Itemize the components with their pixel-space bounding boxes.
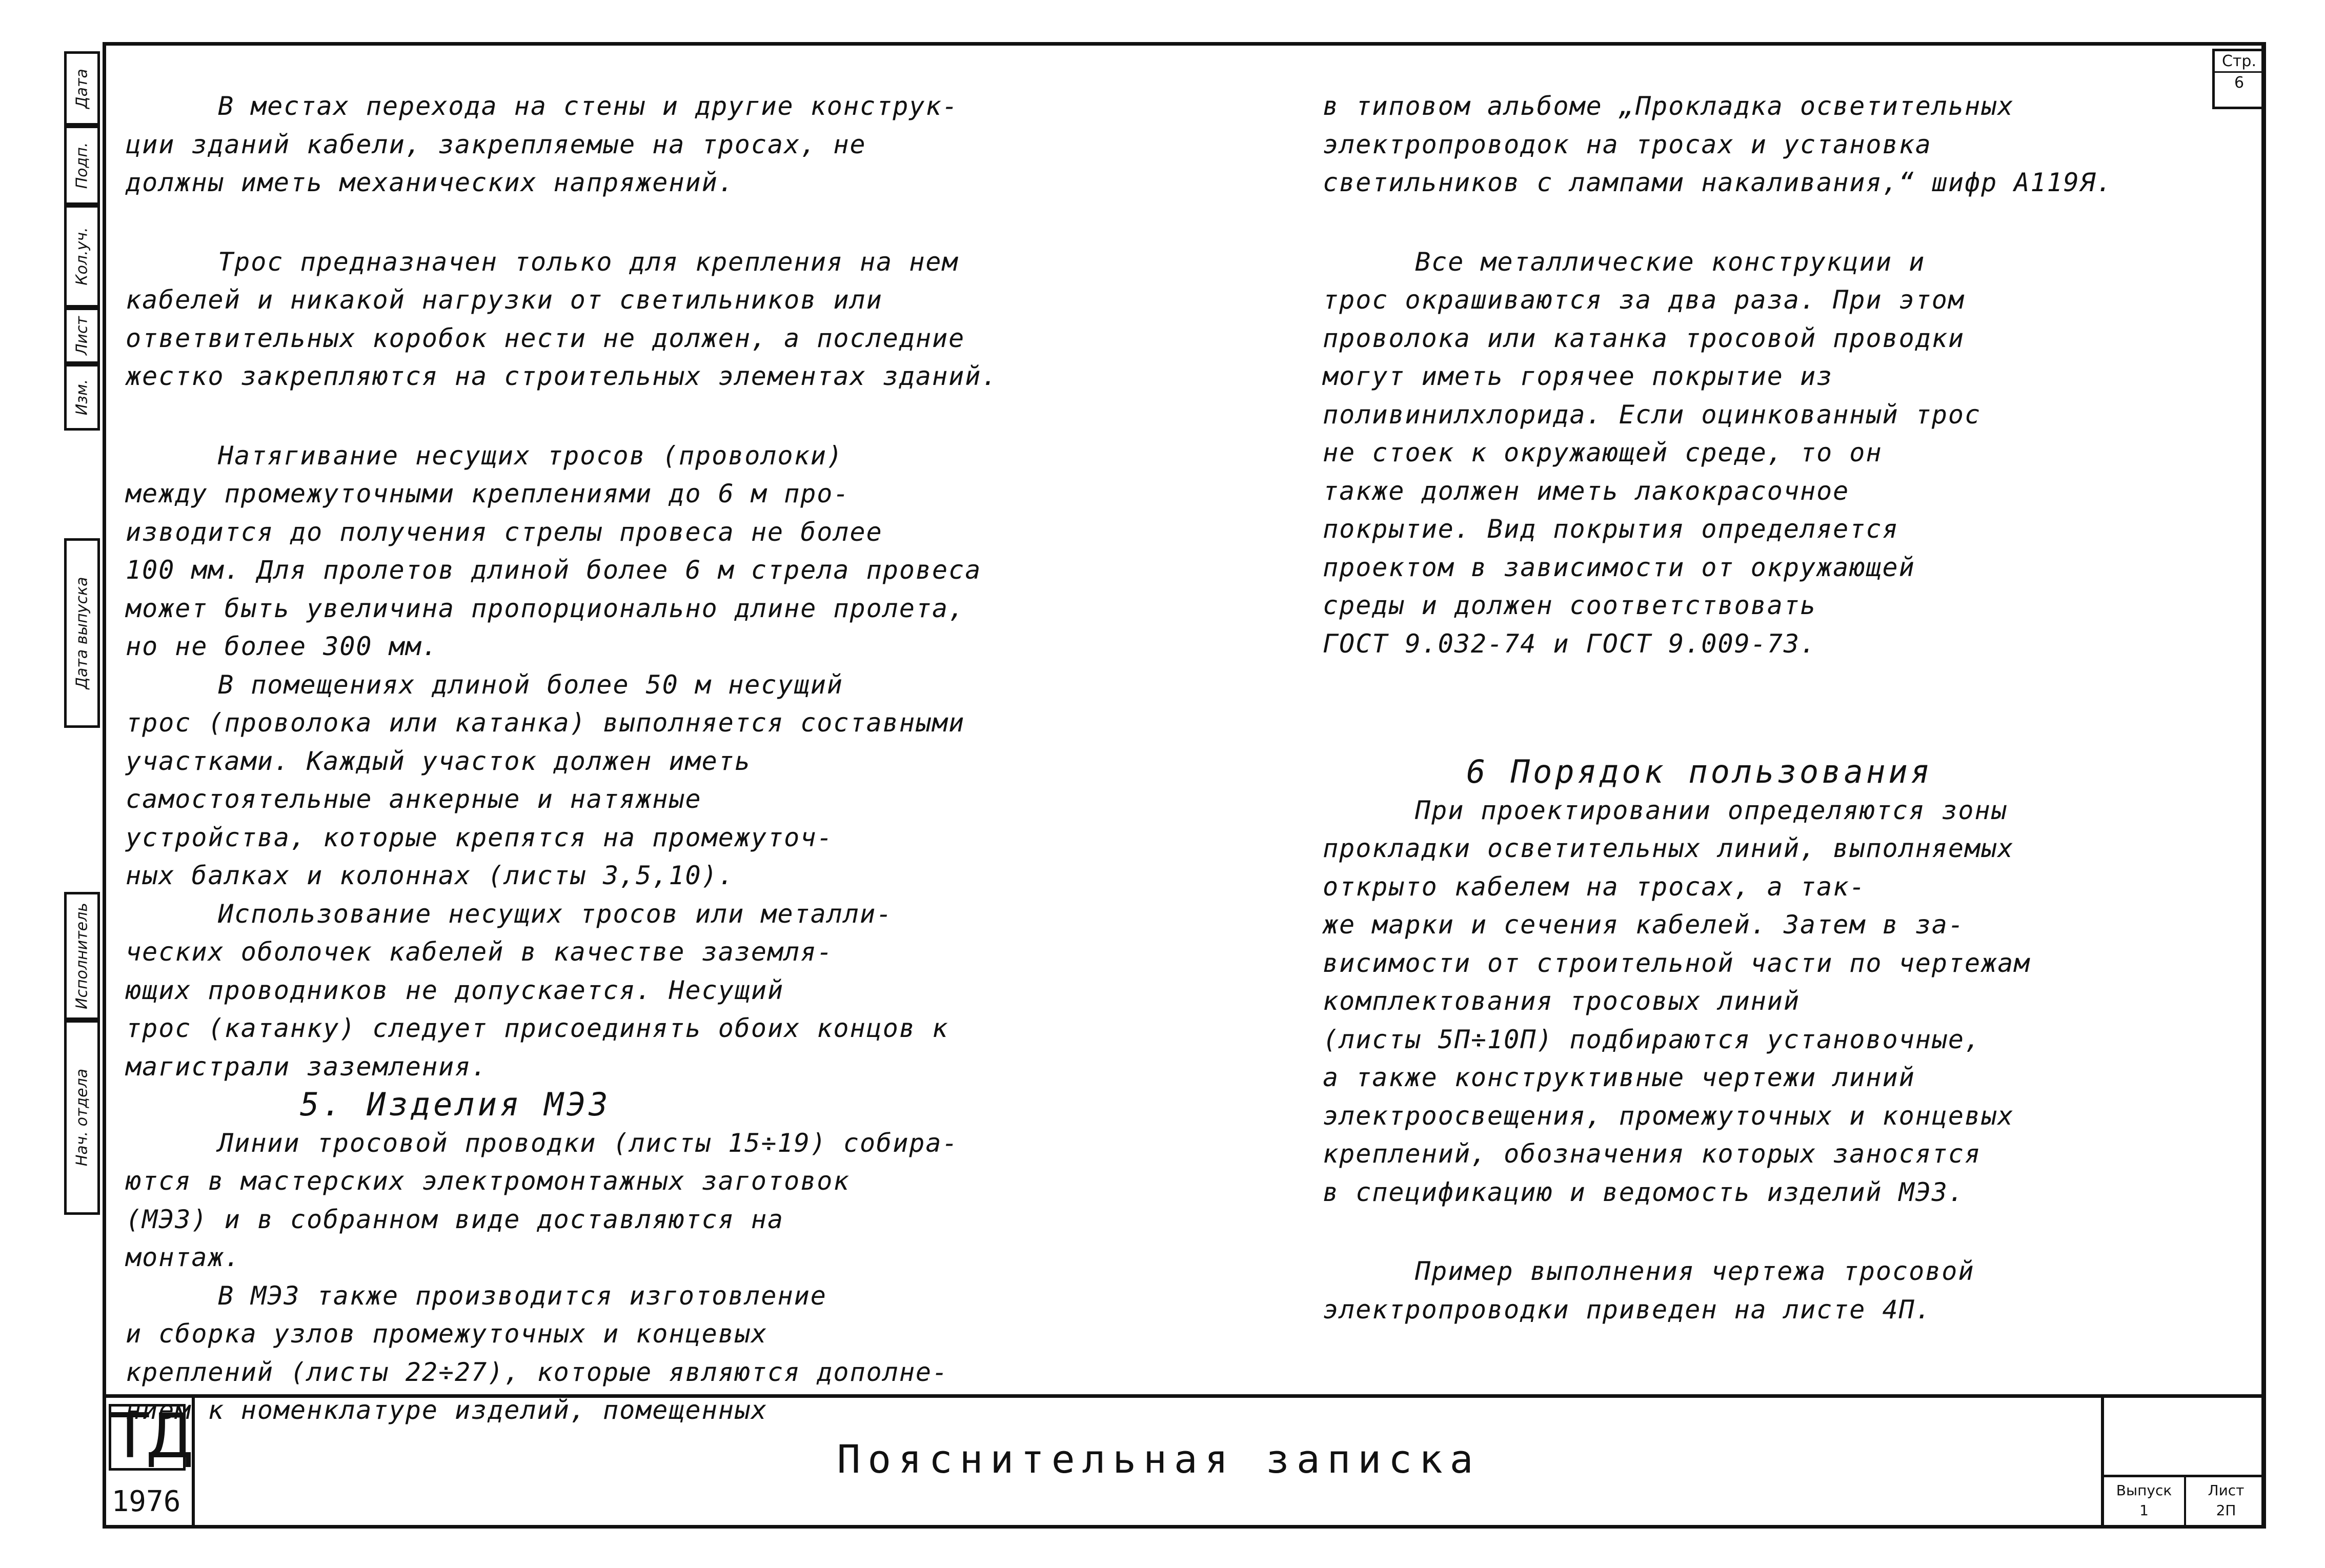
text-line: магистрали заземления. xyxy=(126,1051,488,1082)
text-line: самостоятельные анкерные и натяжные xyxy=(126,784,702,814)
side-stamp-performer: Исполнитель xyxy=(64,892,100,1020)
text-line: креплений, обозначения которых заносятся xyxy=(1323,1139,1982,1169)
text-line: электропроводки приведен на листе 4П. xyxy=(1323,1294,1932,1325)
side-stamp-issue-date: Дата выпуска xyxy=(64,538,100,728)
text-line: Все металлические конструкции и xyxy=(1415,247,1926,277)
right-column xyxy=(1323,87,2235,1329)
sheet-info-row xyxy=(2104,1475,2266,1529)
side-stamp xyxy=(64,51,103,1215)
text-line: Линии тросовой проводки (листы 15÷19) собира- xyxy=(218,1128,959,1158)
title-block xyxy=(103,1394,2266,1529)
side-stamp-count: Кол.уч. xyxy=(64,205,100,308)
text-line: В помещениях длиной более 50 м несущий xyxy=(218,669,843,700)
paragraph-gap xyxy=(1323,202,2235,243)
text-line: среды и должен соответствовать xyxy=(1323,590,1817,620)
text-line: электроосвещения, промежуточных и концевых xyxy=(1323,1101,2014,1131)
text-line: поливинилхлорида. Если оцинкованный трос xyxy=(1323,399,1982,430)
left-column xyxy=(126,87,1151,1430)
text-line: трос (катанку) следует присоединять обоих концов к xyxy=(126,1013,949,1043)
paragraph-gap xyxy=(1323,663,2235,750)
text-line: и сборка узлов промежуточных и концевых xyxy=(126,1319,767,1349)
td-year: 1976 xyxy=(111,1485,181,1518)
text-line: ются в мастерских электромонтажных заготовок xyxy=(126,1166,850,1196)
text-line: (МЭЗ) и в собранном виде доставляются на xyxy=(126,1204,784,1234)
text-line: в спецификацию и ведомость изделий МЭЗ. xyxy=(1323,1177,1965,1207)
text-line: покрытие. Вид покрытия определяется xyxy=(1323,514,1899,544)
text-line: трос (проволока или катанка) выполняется составными xyxy=(126,708,965,738)
text-line: ГОСТ 9.032-74 и ГОСТ 9.009-73. xyxy=(1323,628,1817,659)
text-line: устройства, которые крепятся на промежуточ- xyxy=(126,822,834,852)
text-line: могут иметь горячее покрытие из xyxy=(1323,361,1833,391)
text-line: Использование несущих тросов или металли- xyxy=(218,899,893,929)
text-line: При проектировании определяются зоны xyxy=(1415,795,2008,825)
issue-cell xyxy=(2104,1477,2186,1529)
issue-label: Выпуск xyxy=(2116,1482,2172,1499)
page-label: Стр. xyxy=(2215,51,2263,73)
text-line: открыто кабелем на тросах, а так- xyxy=(1323,871,1866,902)
text-line: Трос предназначен только для крепления на нем xyxy=(218,247,959,277)
side-stamp-signature: Подп. xyxy=(64,126,100,205)
text-line: Пример выполнения чертежа тросовой xyxy=(1415,1256,1975,1286)
text-line: а также конструктивные чертежи линий xyxy=(1323,1063,1915,1092)
text-line: жестко закрепляются на строительных элементах зданий. xyxy=(126,361,998,391)
page-number: 6 xyxy=(2234,74,2245,92)
text-line: прокладки осветительных линий, выполняемых xyxy=(1323,833,2014,863)
text-line: ческих оболочек кабелей в качестве заземля- xyxy=(126,937,834,967)
sheet-cell xyxy=(2186,1477,2266,1529)
paragraph-gap xyxy=(126,396,1151,437)
text-line: В местах перехода на стены и другие конструк- xyxy=(218,91,959,121)
issue-value: 1 xyxy=(2139,1502,2149,1519)
paragraph-gap xyxy=(1323,1211,2235,1252)
text-line: креплений (листы 22÷27), которые являются дополне- xyxy=(126,1357,949,1387)
text-line: висимости от строительной части по чертежам xyxy=(1323,948,2031,978)
text-line: кабелей и никакой нагрузки от светильников или xyxy=(126,285,883,315)
text-line: комплектования тросовых линий xyxy=(1323,986,1800,1016)
text-line: ции зданий кабели, закрепляемые на тросах, не xyxy=(126,129,866,159)
text-line: может быть увеличина пропорционально длине пролета, xyxy=(126,593,965,623)
sheet-value: 2П xyxy=(2216,1502,2236,1519)
side-stamp-date: Дата xyxy=(64,51,100,126)
text-line: но не более 300 мм. xyxy=(126,632,438,661)
text-line: трос окрашиваются за два раза. При этом xyxy=(1323,285,1965,315)
text-line: 100 мм. Для пролетов длиной более 6 м стрела провеса xyxy=(126,555,982,585)
side-stamp-change: Изм. xyxy=(64,364,100,431)
text-line: же марки и сечения кабелей. Затем в за- xyxy=(1323,910,1965,940)
text-line: в типовом альбоме „Прокладка осветительных xyxy=(1323,91,2014,121)
sheet-info-box xyxy=(2101,1398,2266,1529)
text-line: (листы 5П÷10П) подбираются установочные, xyxy=(1323,1024,1982,1054)
text-line: не стоек к окружающей среде, то он xyxy=(1323,438,1883,467)
text-line: ответвительных коробок нести не должен, а последние xyxy=(126,323,965,353)
side-stamp-sheet: Лист xyxy=(64,308,100,364)
text-line: участками. Каждый участок должен иметь xyxy=(126,746,751,776)
document-title: Пояснительная записка xyxy=(837,1436,1481,1482)
text-line: Натягивание несущих тросов (проволоки) xyxy=(218,440,843,471)
text-line: изводится до получения стрелы провеса не более xyxy=(126,517,883,547)
section-6-heading: 6 Порядок пользования xyxy=(1466,753,1933,790)
text-line: монтаж. xyxy=(126,1243,241,1272)
text-line: электропроводок на тросах и установка xyxy=(1323,129,1932,159)
text-line: должны иметь механических напряжений. xyxy=(126,168,735,197)
side-stamp-department-head: Нач. отдела xyxy=(64,1020,100,1215)
td-logo: ТД xyxy=(109,1404,186,1471)
sheet-label: Лист xyxy=(2208,1482,2245,1499)
text-line: ющих проводников не допускается. Несущий xyxy=(126,975,784,1005)
paragraph-gap xyxy=(126,202,1151,243)
text-line: между промежуточными креплениями до 6 м про- xyxy=(126,479,850,508)
td-stamp xyxy=(103,1398,195,1529)
text-line: проволока или катанка тросовой проводки xyxy=(1323,323,1965,353)
text-line: светильников с лампами накаливания,“ шифр А119Я. xyxy=(1323,168,2113,197)
text-line: проектом в зависимости от окружающей xyxy=(1323,552,1915,582)
text-line: В МЭЗ также производится изготовление xyxy=(218,1280,827,1311)
text-line: ных балках и колоннах (листы 3,5,10). xyxy=(126,861,735,890)
text-line: нием к номенклатуре изделий, помещенных xyxy=(126,1395,767,1425)
text-line: также должен иметь лакокрасочное xyxy=(1323,476,1850,506)
section-5-heading: 5. Изделия МЭЗ xyxy=(300,1086,611,1123)
